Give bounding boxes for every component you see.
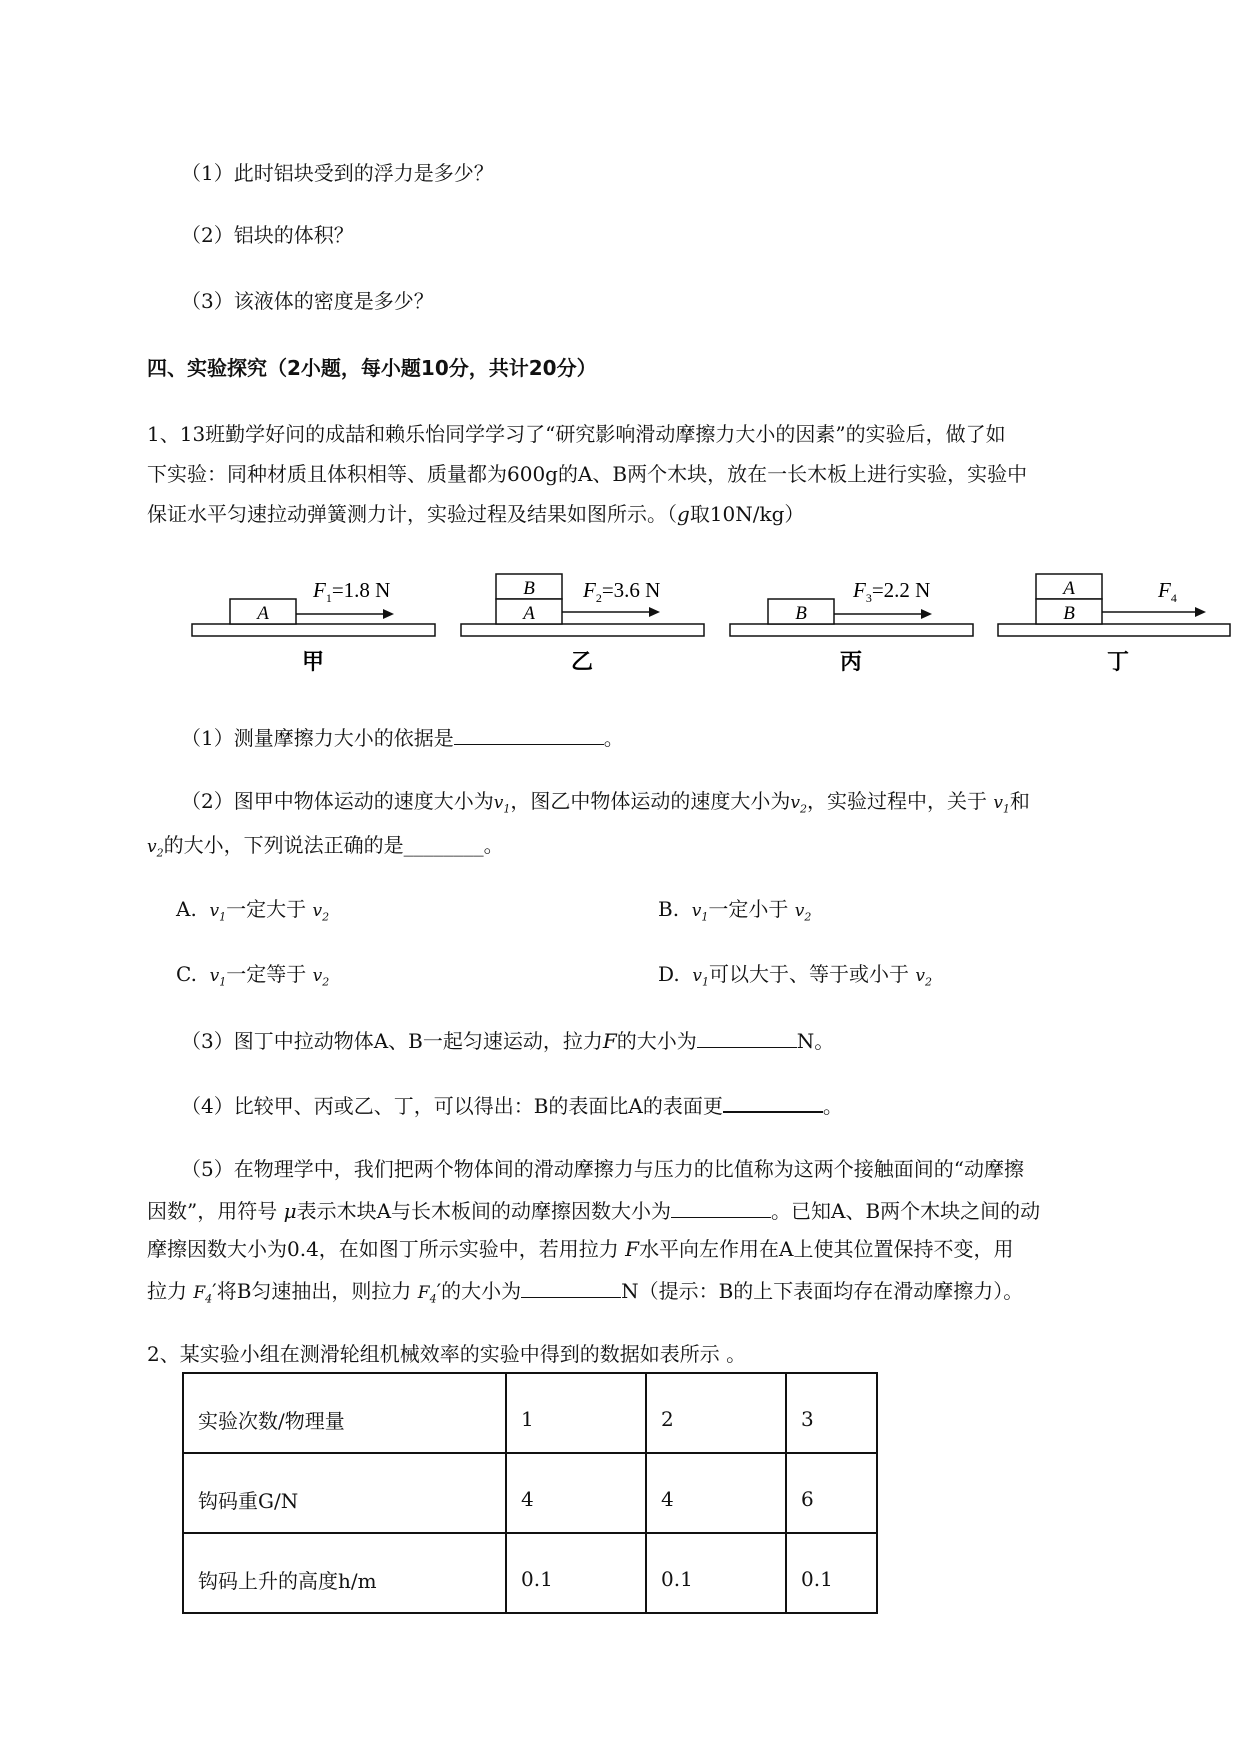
subscript-1: 1 bbox=[1002, 802, 1010, 816]
subscript-4: 4 bbox=[429, 1292, 437, 1306]
q1-part-2-b: ，图乙中物体运动的速度大小为 bbox=[510, 789, 791, 813]
table-cell: 0.1 bbox=[646, 1533, 786, 1613]
subscript-2: 2 bbox=[924, 975, 932, 989]
subscript-1: 1 bbox=[219, 910, 227, 924]
q1-part-1 bbox=[181, 722, 624, 752]
force-label-ding bbox=[1157, 578, 1177, 605]
option-b[interactable] bbox=[658, 895, 811, 931]
board-bing bbox=[730, 624, 973, 636]
q1-part-4-a: （4）比较甲、丙或乙、丁，可以得出：B的表面比A的表面更 bbox=[181, 1094, 723, 1118]
table-cell: 2 bbox=[646, 1373, 786, 1453]
v-letter: v bbox=[993, 793, 1003, 813]
prev-subquestion-3: （3）该液体的密度是多少？ bbox=[181, 289, 434, 313]
panel-yi bbox=[461, 574, 704, 674]
option-c[interactable] bbox=[176, 960, 329, 996]
q1-part-5-line-1: （5）在物理学中，我们把两个物体间的滑动摩擦力与压力的比值称为这两个接触面间的“动摩擦 bbox=[181, 1157, 1024, 1181]
q1-part-1-end: 。 bbox=[603, 726, 624, 750]
q1-part-5-line-2 bbox=[147, 1195, 1040, 1225]
table-cell: 0.1 bbox=[786, 1533, 877, 1613]
panel-jia bbox=[192, 578, 435, 674]
v-letter: v bbox=[209, 901, 220, 921]
subscript-1: 1 bbox=[219, 975, 227, 989]
answer-blank-3[interactable] bbox=[697, 1025, 797, 1048]
v-letter: v bbox=[209, 966, 220, 986]
q1-part-2-d: 和 bbox=[1009, 789, 1030, 813]
block-label: B bbox=[523, 578, 535, 599]
v1-symbol bbox=[692, 966, 710, 989]
option-c-text: 一定等于 bbox=[226, 962, 307, 986]
q1-stem-line-1: 1、13班勤学好问的成喆和赖乐怡同学学习了“研究影响滑动摩擦力大小的因素”的实验后，做了如 bbox=[147, 422, 1006, 446]
q1-part-3-b: 的大小为 bbox=[616, 1029, 697, 1053]
v2-symbol bbox=[794, 901, 812, 924]
q1-part-5-l2c: 。已知A、B两个木块之间的动 bbox=[771, 1199, 1041, 1223]
subscript-4: 4 bbox=[205, 1292, 213, 1306]
g-symbol: g bbox=[677, 502, 690, 526]
q1-stem-line-3b: 取10N/kg） bbox=[689, 502, 805, 526]
q1-part-3-a: （3）图丁中拉动物体A、B一起匀速运动，拉力 bbox=[181, 1029, 603, 1053]
table-cell: 实验次数/物理量 bbox=[183, 1373, 506, 1453]
force-letter: F bbox=[583, 578, 596, 602]
subscript-1: 1 bbox=[503, 802, 511, 816]
table-row bbox=[183, 1453, 877, 1533]
q1-part-5-l4c: ′的大小为 bbox=[436, 1279, 522, 1303]
data-table bbox=[182, 1372, 878, 1614]
f-letter: F bbox=[193, 1283, 206, 1303]
force-label-jia bbox=[312, 578, 390, 605]
v2-symbol bbox=[915, 966, 932, 989]
q1-part-5-l3b: 水平向左作用在A上使其位置保持不变，用 bbox=[639, 1237, 1014, 1261]
q1-part-5-l4a: 拉力 bbox=[147, 1279, 187, 1303]
friction-experiment-figure bbox=[190, 562, 1240, 682]
q1-part-4-b: 。 bbox=[822, 1094, 843, 1118]
prev-subquestion-2: （2）铝块的体积？ bbox=[181, 223, 354, 247]
table-cell: 0.1 bbox=[506, 1533, 646, 1613]
option-d-label: D. bbox=[658, 962, 680, 986]
force-subscript: 1 bbox=[325, 591, 332, 605]
block-label: A bbox=[257, 603, 269, 624]
force-value: =1.8 N bbox=[331, 578, 391, 602]
option-d[interactable] bbox=[658, 960, 932, 996]
v1-symbol bbox=[691, 901, 709, 924]
section-title: 四、实验探究（2小题，每小题10分，共计20分） bbox=[147, 356, 597, 380]
subscript-2: 2 bbox=[804, 910, 812, 924]
option-c-label: C. bbox=[176, 962, 197, 986]
force-subscript: 3 bbox=[865, 591, 872, 605]
f4-symbol bbox=[417, 1283, 437, 1306]
q1-part-5-l3a: 摩擦因数大小为0.4，在如图丁所示实验中，若用拉力 bbox=[147, 1237, 619, 1261]
table-cell: 4 bbox=[506, 1453, 646, 1533]
table-cell: 钩码重G/N bbox=[183, 1453, 506, 1533]
v-letter: v bbox=[794, 901, 805, 921]
q1-stem-line-3a: 保证水平匀速拉动弹簧测力计，实验过程及结果如图所示。（ bbox=[147, 502, 677, 526]
subscript-2: 2 bbox=[322, 975, 330, 989]
f-letter: F bbox=[417, 1283, 430, 1303]
v-letter: v bbox=[915, 966, 925, 986]
force-letter: F bbox=[853, 578, 866, 602]
q1-part-5-l4d: N（提示：B的上下表面均存在滑动摩擦力）。 bbox=[621, 1279, 1024, 1303]
v2-symbol bbox=[312, 966, 330, 989]
prev-subquestion-1: （1）此时铝块受到的浮力是多少？ bbox=[181, 161, 494, 185]
force-value: =2.2 N bbox=[871, 578, 931, 602]
answer-blank-5a[interactable] bbox=[671, 1195, 771, 1218]
q2-stem: 2、某实验小组在测滑轮组机械效率的实验中得到的数据如表所示 。 bbox=[147, 1342, 747, 1366]
force-subscript: 2 bbox=[595, 591, 602, 605]
subscript-1: 1 bbox=[702, 975, 710, 989]
subscript-2: 2 bbox=[799, 802, 807, 816]
q1-part-1-text: （1）测量摩擦力大小的依据是 bbox=[181, 726, 454, 750]
q1-part-3-c: N。 bbox=[796, 1029, 835, 1053]
q1-stem-line-3 bbox=[147, 500, 804, 528]
v-letter: v bbox=[692, 966, 703, 986]
arrow-head bbox=[383, 609, 394, 619]
table-cell: 1 bbox=[506, 1373, 646, 1453]
block-label: B bbox=[1063, 603, 1075, 624]
option-b-label: B. bbox=[658, 897, 680, 921]
q1-part-5-l4b: ′将B匀速抽出，则拉力 bbox=[212, 1279, 412, 1303]
v-letter: v bbox=[691, 901, 702, 921]
q1-part-2-c: ，实验过程中，关于 bbox=[806, 789, 987, 813]
v-letter: v bbox=[493, 793, 504, 813]
q1-part-2-line-2 bbox=[147, 831, 504, 867]
table-cell: 4 bbox=[646, 1453, 786, 1533]
table-row bbox=[183, 1533, 877, 1613]
q1-part-5-l2a: 因数”，用符号 bbox=[147, 1199, 278, 1223]
caption-ding: 丁 bbox=[1106, 649, 1130, 674]
answer-blank-1[interactable] bbox=[454, 722, 604, 745]
block-label: B bbox=[795, 603, 807, 624]
panel-ding bbox=[998, 574, 1230, 674]
q1-part-2-e: 的大小，下列说法正确的是 bbox=[163, 833, 404, 857]
arrow-head bbox=[921, 609, 932, 619]
v1-symbol bbox=[993, 793, 1010, 816]
f-symbol: F bbox=[625, 1237, 640, 1261]
force-label-yi bbox=[582, 578, 660, 605]
v2-symbol bbox=[147, 837, 164, 860]
v-letter: v bbox=[312, 966, 323, 986]
caption-jia: 甲 bbox=[301, 649, 325, 674]
option-a-text: 一定大于 bbox=[226, 897, 307, 921]
q1-part-5-l2b: 表示木块A与长木板间的动摩擦因数大小为 bbox=[296, 1199, 672, 1223]
table-cell: 钩码上升的高度h/m bbox=[183, 1533, 506, 1613]
force-letter: F bbox=[313, 578, 326, 602]
force-label-bing bbox=[852, 578, 930, 605]
force-value: =3.6 N bbox=[601, 578, 661, 602]
q1-part-5-line-4 bbox=[147, 1275, 1023, 1313]
v-letter: v bbox=[147, 837, 157, 857]
subscript-2: 2 bbox=[156, 846, 164, 860]
table-cell: 6 bbox=[786, 1453, 877, 1533]
caption-yi: 乙 bbox=[570, 649, 594, 674]
subscript-2: 2 bbox=[322, 910, 330, 924]
board-yi bbox=[461, 624, 704, 636]
option-a-label: A. bbox=[176, 897, 197, 921]
arrow-head bbox=[1195, 607, 1206, 617]
board-ding bbox=[998, 624, 1230, 636]
table-row bbox=[183, 1373, 877, 1453]
arrow-head bbox=[649, 607, 660, 617]
f-symbol: F bbox=[602, 1029, 617, 1053]
v-letter: v bbox=[790, 793, 800, 813]
subscript-1: 1 bbox=[701, 910, 709, 924]
option-a[interactable] bbox=[176, 895, 329, 931]
board-jia bbox=[192, 624, 435, 636]
v2-symbol bbox=[312, 901, 330, 924]
q1-stem-line-2: 下实验：同种材质且体积相等、质量都为600g的A、B两个木块，放在一长木板上进行实验，实验中 bbox=[147, 462, 1028, 486]
option-d-text: 可以大于、等于或小于 bbox=[709, 962, 910, 986]
panel-bing bbox=[730, 578, 973, 674]
block-label: A bbox=[523, 603, 535, 624]
force-letter: F bbox=[1158, 578, 1171, 602]
q1-part-2-a: （2）图甲中物体运动的速度大小为 bbox=[181, 789, 494, 813]
v-letter: v bbox=[312, 901, 323, 921]
v1-symbol bbox=[493, 793, 511, 816]
block-label: A bbox=[1063, 578, 1075, 599]
force-subscript: 4 bbox=[1170, 591, 1177, 605]
table-cell: 3 bbox=[786, 1373, 877, 1453]
v1-symbol bbox=[209, 901, 227, 924]
v2-symbol bbox=[790, 793, 807, 816]
answer-blank-4[interactable] bbox=[723, 1089, 823, 1113]
answer-blank-2[interactable]: ________。 bbox=[403, 833, 504, 857]
q1-part-4 bbox=[181, 1089, 843, 1120]
q1-part-5-line-3 bbox=[147, 1235, 1014, 1263]
caption-bing: 丙 bbox=[839, 649, 863, 674]
f4-symbol bbox=[193, 1283, 213, 1306]
q1-part-2-line-1 bbox=[181, 787, 1030, 823]
answer-blank-5b[interactable] bbox=[521, 1275, 621, 1298]
q1-part-3 bbox=[181, 1025, 834, 1055]
option-b-text: 一定小于 bbox=[708, 897, 789, 921]
mu-symbol: μ bbox=[283, 1199, 297, 1223]
v1-symbol bbox=[209, 966, 227, 989]
